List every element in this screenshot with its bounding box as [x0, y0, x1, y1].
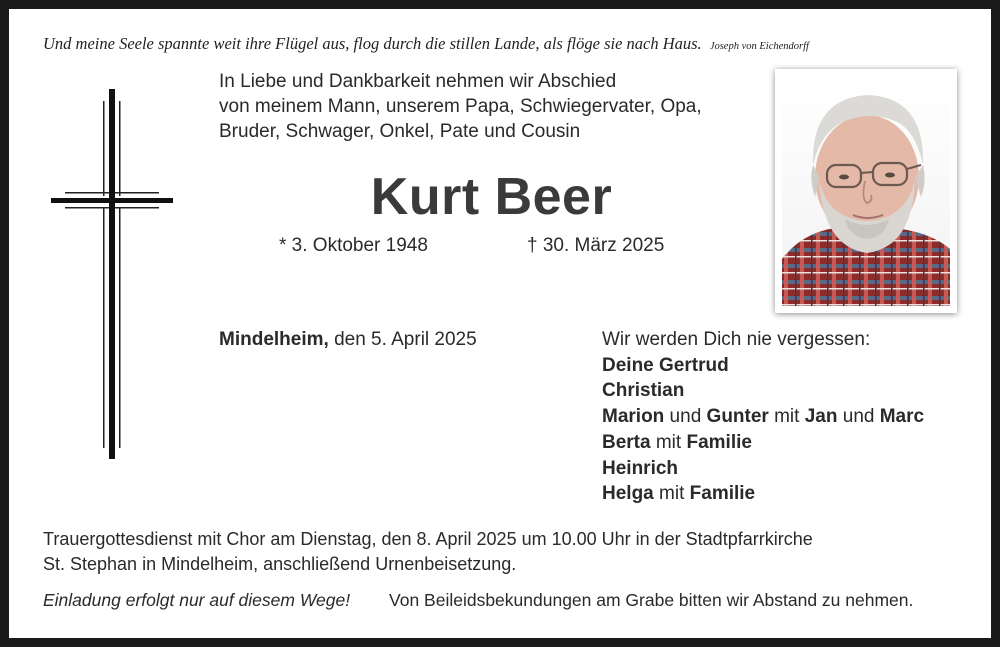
mourner-name: Helga: [602, 483, 654, 505]
death-date: † 30. März 2025: [527, 235, 665, 256]
intro-line: In Liebe und Dankbarkeit nehmen wir Abschied: [219, 71, 617, 92]
intro-line: Bruder, Schwager, Onkel, Pate und Cousin: [219, 121, 581, 142]
mourner-name: Marc: [879, 406, 925, 428]
condolence-note: Von Beileidsbekundungen am Grabe bitten wir Abstand zu nehmen.: [389, 590, 914, 610]
mourner-line: [602, 378, 924, 404]
place-name: Mindelheim,: [219, 329, 329, 350]
connector-text: mit: [650, 431, 687, 453]
mourner-name: Deine Gertrud: [602, 354, 729, 376]
invitation-note: Einladung erfolgt nur auf diesem Wege!: [43, 590, 351, 610]
service-line: Trauergottesdienst mit Chor am Dienstag, den 8. April 2025 um 10.00 Uhr in der Stadtpfarrkirche: [43, 529, 813, 549]
mourner-name: Jan: [804, 406, 838, 428]
mourner-line: [602, 430, 924, 456]
mourner-line: [602, 481, 924, 507]
mourner-line: [602, 353, 924, 379]
mourner-name: Berta: [602, 431, 651, 453]
mourner-name: Christian: [602, 380, 685, 402]
announcement-date: den 5. April 2025: [328, 329, 477, 350]
mourner-name: Gunter: [706, 406, 769, 428]
funeral-service-info: [43, 527, 813, 577]
deceased-name: Kurt Beer: [370, 168, 613, 226]
motto-text: Und meine Seele spannte weit ihre Flügel aus, flog durch die stillen Lande, als flöge sie nach Haus.: [43, 34, 702, 53]
connector-text: und: [837, 406, 880, 428]
portrait-photo: [775, 69, 957, 313]
mourner-name: Marion: [602, 406, 665, 428]
motto-quote: [43, 34, 983, 54]
motto-author: Joseph von Eichendorff: [709, 41, 809, 52]
place-and-date: [219, 329, 477, 351]
connector-text: mit: [653, 483, 690, 505]
connector-text: und: [664, 406, 707, 428]
mourner-name: Heinrich: [602, 457, 679, 479]
mourner-line: [602, 404, 924, 430]
intro-line: von meinem Mann, unserem Papa, Schwiegervater, Opa,: [219, 96, 702, 117]
farewell-intro: [219, 69, 702, 144]
mourner-line: [602, 456, 924, 482]
service-line: St. Stephan in Mindelheim, anschließend Urnenbeisetzung.: [43, 554, 517, 574]
mourner-name: Familie: [689, 483, 756, 505]
birth-date: * 3. Oktober 1948: [279, 235, 428, 256]
mourners-list: [602, 327, 924, 507]
mourners-heading: Wir werden Dich nie vergessen:: [602, 329, 871, 350]
connector-text: mit: [768, 406, 805, 428]
mourner-name: Familie: [686, 431, 752, 453]
cross-icon: [43, 81, 173, 461]
